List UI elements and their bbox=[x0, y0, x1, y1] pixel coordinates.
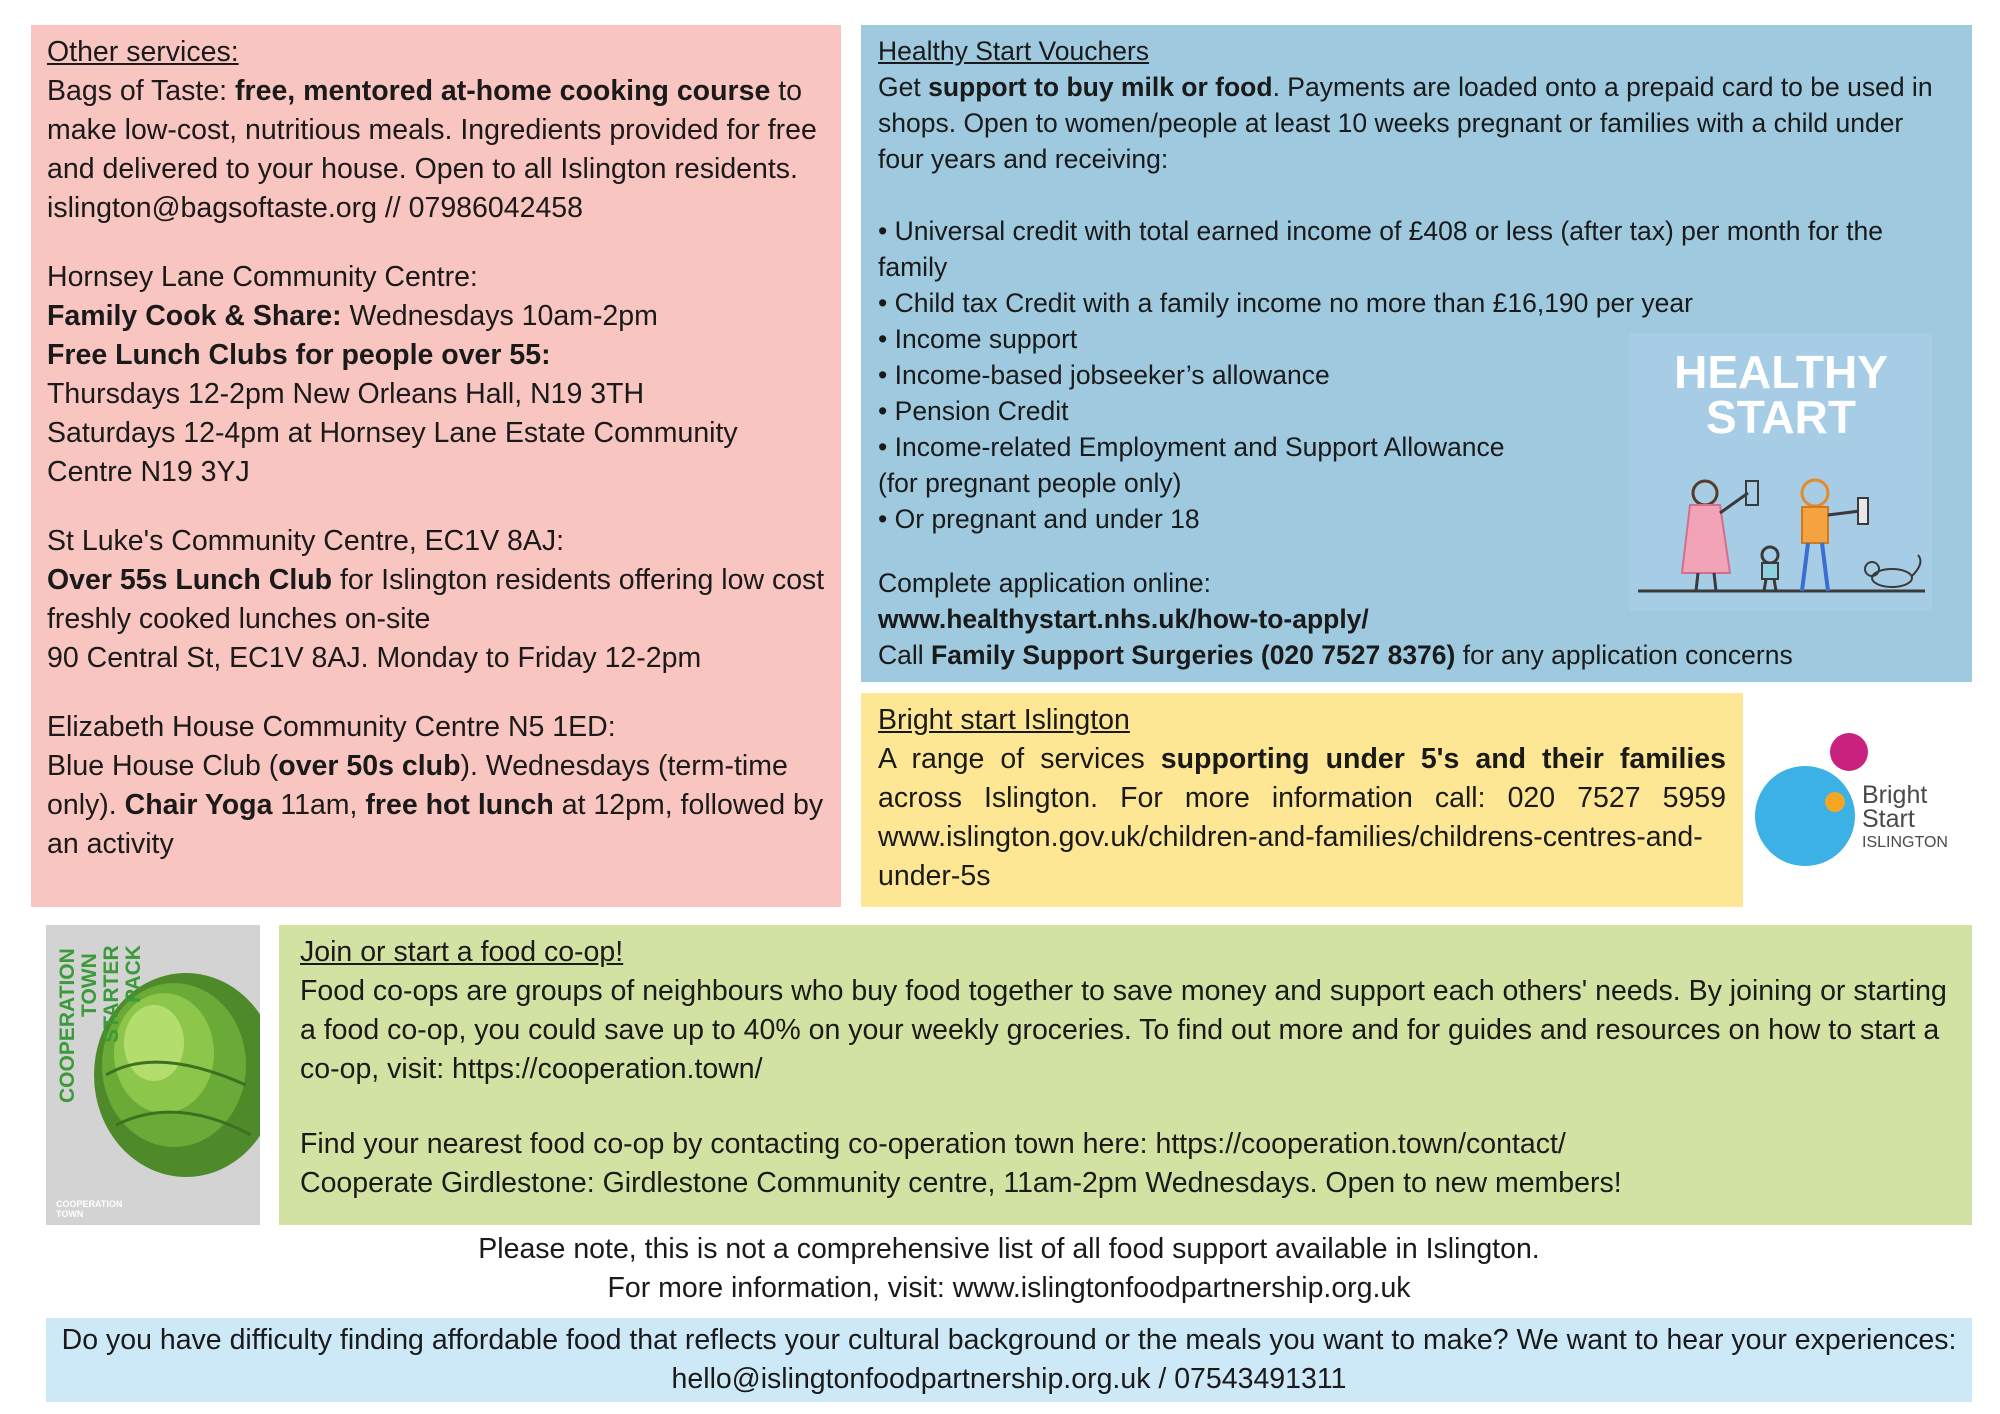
feedback-banner bbox=[46, 1318, 1972, 1402]
hornsey-lunch-heading: Free Lunch Clubs for people over 55: bbox=[47, 339, 551, 371]
hornsey-saturday: Saturdays 12-4pm at Hornsey Lane Estate Community Centre N19 3YJ bbox=[47, 417, 738, 488]
criteria-item: • Income support bbox=[878, 324, 1078, 354]
disclaimer-note bbox=[46, 1230, 1972, 1308]
elizabeth-text: Blue House Club (over 50s club). Wednesdays (term-time only). Chair Yoga 11am, free hot lunch at 12pm, followed by an activity bbox=[47, 750, 824, 860]
book-title-line1: COOPERATION bbox=[56, 948, 79, 1103]
logo-word-start: Start bbox=[1862, 805, 1915, 833]
hornsey-thursday: Thursdays 12-2pm New Orleans Hall, N19 3TH bbox=[47, 378, 645, 410]
logo-word-islington: ISLINGTON bbox=[1862, 834, 1948, 851]
food-coop-panel bbox=[279, 925, 1972, 1225]
call-line: Call Family Support Surgeries (020 7527 8376) for any application concerns bbox=[878, 640, 1793, 670]
mother-dress bbox=[1682, 505, 1730, 573]
logo-word-bright: Bright bbox=[1862, 781, 1928, 809]
elizabeth-title: Elizabeth House Community Centre N5 1ED: bbox=[47, 711, 616, 743]
criteria-item: • Child tax Credit with a family income no more than £16,190 per year bbox=[878, 288, 1693, 318]
book-title-line2: TOWN bbox=[78, 953, 101, 1017]
bright-start-logo bbox=[1755, 730, 1975, 870]
bright-start-logo-mark bbox=[1755, 730, 1975, 870]
bright-start-heading: Bright start Islington bbox=[878, 704, 1130, 736]
book-title-line4: PACK bbox=[122, 945, 145, 1003]
logo-pink-dot bbox=[1830, 733, 1868, 771]
logo-orange-dot bbox=[1825, 792, 1845, 812]
book-footer-line2: TOWN bbox=[56, 1209, 84, 1219]
bags-of-taste-text: Bags of Taste: free, mentored at-home cooking course to make low-cost, nutritious meals. Ingredients provided for free and delivered to your house. Open to all Islington residents. bbox=[47, 75, 817, 185]
criteria-item: (for pregnant people only) bbox=[878, 468, 1182, 498]
healthy-start-logo bbox=[1630, 333, 1932, 611]
bags-of-taste-contact: islington@bagsoftaste.org // 07986042458 bbox=[47, 192, 583, 224]
healthy-start-intro: Get support to buy milk or food. Payments are loaded onto a prepaid card to be used in shops. Open to women/people at least 10 weeks pregnant or families with a child under four years and receiving: bbox=[878, 72, 1933, 174]
apply-link[interactable]: www.healthystart.nhs.uk/how-to-apply/ bbox=[878, 604, 1369, 634]
mother-head bbox=[1693, 481, 1717, 505]
criteria-item: • Pension Credit bbox=[878, 396, 1069, 426]
other-services-heading: Other services: bbox=[47, 36, 239, 68]
other-services-panel bbox=[31, 25, 841, 907]
food-coop-para2: Find your nearest food co-op by contacting co-operation town here: https://cooperation.town/contact/ bbox=[300, 1128, 1566, 1160]
book-cover-art bbox=[46, 925, 260, 1225]
bright-start-line2: across Islington. For more information call: 020 7527 5959 bbox=[878, 782, 1726, 814]
criteria-item: • Income-related Employment and Support Allowance bbox=[878, 432, 1505, 462]
stlukes-time: 90 Central St, EC1V 8AJ. Monday to Friday 12-2pm bbox=[47, 642, 702, 674]
feedback-text: Do you have difficulty finding affordable food that reflects your cultural background or the meals you want to make? We want to hear your experiences: hello@islingtonfoodpartnership.org.uk / 07543491311 bbox=[61, 1324, 1957, 1395]
bright-start-panel bbox=[861, 693, 1743, 907]
bright-start-line1: A range of services supporting under 5's and their families bbox=[878, 743, 1726, 775]
criteria-item: • Or pregnant and under 18 bbox=[878, 504, 1200, 534]
disclaimer-line1: Please note, this is not a comprehensive list of all food support available in Islington. bbox=[478, 1233, 1540, 1265]
healthy-start-heading: Healthy Start Vouchers bbox=[878, 36, 1150, 66]
healthy-start-illustration bbox=[1630, 333, 1932, 611]
logo-blue-circle bbox=[1755, 766, 1855, 866]
food-coop-heading: Join or start a food co-op! bbox=[300, 936, 624, 968]
healthy-start-logo-line2: START bbox=[1706, 391, 1856, 443]
father-shirt bbox=[1802, 507, 1828, 543]
food-coop-para1: Food co-ops are groups of neighbours who buy food together to save money and support each others' needs. By joining or starting a food co-op, you could save up to 40% on your weekly groceries. To find out more and for guides and resources on how to start a co-op, visit: https://cooperation.town/ bbox=[300, 975, 1947, 1085]
book-title-line3: STARTER bbox=[100, 945, 123, 1043]
food-coop-para3: Cooperate Girdlestone: Girdlestone Community centre, 11am-2pm Wednesdays. Open to new members! bbox=[300, 1167, 1622, 1199]
criteria-item: • Universal credit with total earned income of £408 or less (after tax) per month for the family bbox=[878, 216, 1883, 282]
book-footer-line1: COOPERATION bbox=[56, 1199, 123, 1209]
healthy-start-logo-line1: HEALTHY bbox=[1674, 346, 1888, 398]
child-head bbox=[1762, 547, 1778, 563]
disclaimer-line2: For more information, visit: www.islingtonfoodpartnership.org.uk bbox=[607, 1272, 1411, 1304]
stlukes-title: St Luke's Community Centre, EC1V 8AJ: bbox=[47, 525, 565, 557]
hornsey-cook-share: Family Cook & Share: Wednesdays 10am-2pm bbox=[47, 300, 658, 332]
criteria-item: • Income-based jobseeker’s allowance bbox=[878, 360, 1330, 390]
cooperation-town-book-cover bbox=[46, 925, 260, 1225]
bright-start-url[interactable]: www.islington.gov.uk/children-and-families/childrens-centres-and-under-5s bbox=[878, 821, 1703, 892]
apply-label: Complete application online: bbox=[878, 568, 1211, 598]
hornsey-title: Hornsey Lane Community Centre: bbox=[47, 261, 478, 293]
father-head bbox=[1802, 480, 1828, 506]
stlukes-text: Over 55s Lunch Club for Islington residents offering low cost freshly cooked lunches on-site bbox=[47, 564, 825, 635]
